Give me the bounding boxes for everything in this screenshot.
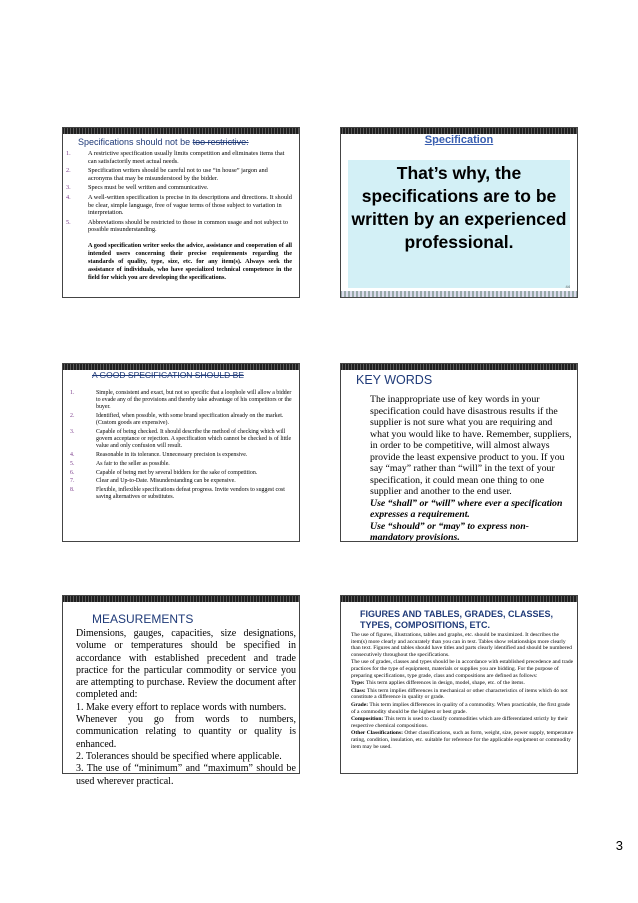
list-item xyxy=(66,150,292,165)
definition-label: Class: xyxy=(351,687,366,694)
slide-number: 44 xyxy=(565,284,570,289)
item-text: Reasonable in its tolerance. Unnecessary precision is expensive. xyxy=(96,452,248,459)
item-text: Simple, consistent and exact, but not so specific that a loophole will allow a bidder to evade any of the provisions and thereby take advantage of his competitors or the buyer. xyxy=(96,390,292,411)
definition-label: Composition: xyxy=(351,716,384,723)
slide-specification xyxy=(340,127,578,298)
slide-figures-tables xyxy=(340,595,578,774)
slide-title: A GOOD SPECIFICATION SHOULD BE xyxy=(92,370,244,380)
item-text: Identified, when possible, with some brand specification already on the market. (Custom goods are expensive). xyxy=(96,413,284,427)
slide-title xyxy=(78,137,249,147)
definition-paragraph xyxy=(344,659,574,679)
emphasis-should-may: Use “should” or “may” to express non-mandatory provisions. xyxy=(370,520,529,543)
slide-header-bar xyxy=(62,595,300,602)
slide-footer-stripe xyxy=(340,291,578,298)
item-text: A well-written specification is precise in its descriptions and directions. It should be clear, simple language, free of vague terms of those subject to variation in interpretation. xyxy=(88,193,292,217)
emphasis-shall-will: Use “shall” or “will” where ever a specification expresses a requirement. xyxy=(370,497,563,520)
measurements-paragraph: 2. Tolerances should be specified where applicable. xyxy=(76,750,282,762)
slide-header-bar xyxy=(62,127,300,134)
slide-body xyxy=(344,632,574,751)
measurements-paragraph: Whenever you go from words to numbers, communication relating to quantity or quality is enhanced. xyxy=(76,714,296,750)
item-number: 1. xyxy=(70,390,75,396)
definition-text: This term applies differences in design, model, shape, etc. of the items. xyxy=(364,680,525,687)
item-text: A restrictive specification usually limits competition and eliminates items that can satisfactorily meet actual needs. xyxy=(88,150,285,165)
item-number: 8. xyxy=(70,486,75,493)
slide-header-bar xyxy=(340,595,578,602)
item-text: Clear and Up-to-Date. Misunderstanding can be expensive. xyxy=(96,478,236,485)
highlight-text: That’s why, the specifications are to be written by an experienced professional. xyxy=(351,163,567,252)
list-item xyxy=(66,194,292,217)
page-number: 3 xyxy=(615,838,623,853)
measurements-paragraph: Dimensions, gauges, capacities, size designations, volume or temperatures should be specified in accordance with established precedent and trade practice for the particular commodity or service you are attempting to purchase. Review the document after completed and: xyxy=(76,628,296,701)
slide-title: FIGURES AND TABLES, GRADES, CLASSES, TYPES, COMPOSITIONS, ETC. xyxy=(360,609,554,630)
item-number: 1. xyxy=(66,150,71,157)
definition-text: The use of figures, illustrations, tables and graphs, etc. should be maximized. It describes the item(s) more clearly and accurately than you can in text. Tables show relationships more clearly than text. Figures and tables should have titles and parts clearly identified and should be numbered consecutively throughout the specifications. xyxy=(351,632,572,658)
slide-header-bar xyxy=(340,363,578,370)
list-item xyxy=(66,167,292,182)
definition-paragraph xyxy=(344,680,574,687)
definition-paragraph xyxy=(344,688,574,701)
definition-paragraph xyxy=(344,716,574,729)
item-number: 4. xyxy=(66,193,71,201)
item-number: 2. xyxy=(70,413,75,420)
list-item xyxy=(70,452,292,459)
definition-paragraph xyxy=(344,730,574,750)
list-item xyxy=(70,478,292,485)
list-item xyxy=(70,429,292,451)
advice-paragraph: A good specification writer seeks the advice, assistance and cooperation of all intended users concerning their precise requirements regarding the standards of quality, type, size, etc. for any item(s). Always seek the assistance of individuals, who have specialized technical competence in the field for which you are developing the specifications. xyxy=(88,242,292,281)
slide-measurements xyxy=(62,595,300,787)
item-number: 3. xyxy=(66,184,71,192)
slide-title: Specification xyxy=(424,134,494,146)
item-number: 6. xyxy=(70,469,75,476)
list-item xyxy=(66,219,292,234)
definition-text: This term implies differences in quality of a commodity. When practicable, the first grade of a commodity should be the highest or best grade. xyxy=(351,701,570,715)
definition-text: The use of grades, classes and types should be in accordance with established precedence and trade practices for the type of equipment, materials or supplies you are bidding. For the purpose of preparing specifications, type grade, class and compositions are defined as follows: xyxy=(351,659,574,679)
highlight-box xyxy=(348,160,570,288)
slide-header-bar xyxy=(62,363,300,370)
slide-title: KEY WORDS xyxy=(356,373,433,387)
definition-paragraph xyxy=(344,702,574,715)
title-struck-text: too restrictive: xyxy=(192,137,249,147)
item-text: Flexible, inflexible specifications defeat progress. Invite vendors to suggest cost saving alternatives or substitutes. xyxy=(96,486,285,501)
list-item xyxy=(70,470,292,477)
restrictive-list xyxy=(66,150,292,236)
measurements-paragraph: 3. The use of “minimum” and “maximum” should be used wherever practical. xyxy=(76,763,296,787)
slide-good-specification xyxy=(62,363,300,542)
slide-header-bar xyxy=(340,127,578,134)
list-item xyxy=(70,487,292,501)
item-number: 7. xyxy=(70,478,75,485)
item-text: Specs must be well written and communicative. xyxy=(88,184,209,192)
list-item xyxy=(70,390,292,412)
definition-label: Type: xyxy=(351,680,365,687)
item-text: Capable of being met by several bidders for the sake of competition. xyxy=(96,469,258,476)
definition-text: This term implies differences in mechanical or other characteristics of items which do not constitute a difference in quality or grade. xyxy=(351,687,568,701)
item-number: 3. xyxy=(70,429,75,436)
slide-body xyxy=(362,394,572,544)
good-spec-list xyxy=(70,390,292,503)
measurements-paragraph: 1. Make every effort to replace words with numbers. xyxy=(76,701,287,713)
slide-key-words xyxy=(340,363,578,542)
item-text: As fair to the seller as possible. xyxy=(96,460,170,467)
definition-paragraph xyxy=(344,632,574,658)
item-number: 5. xyxy=(70,460,75,467)
list-item xyxy=(66,184,292,192)
item-text: Specification writers should be careful not to use “in house” jargon and acronyms that may be misunderstood by the bidder. xyxy=(88,167,268,182)
definition-label: Other Classifications: xyxy=(351,730,403,737)
item-number: 5. xyxy=(66,218,71,226)
slide-title: MEASUREMENTS xyxy=(92,612,194,626)
definition-label: Grade: xyxy=(351,701,369,708)
slide-body xyxy=(68,628,296,788)
item-text: Abbreviations should be restricted to those in common usage and not subject to possible misunderstanding. xyxy=(88,218,289,234)
title-text: Specifications should not be xyxy=(78,137,193,147)
list-item xyxy=(70,413,292,427)
key-words-paragraph: The inappropriate use of key words in your specification could have disastrous results if the supplier is not sure what you are requiring and what you would like to have. Remember, suppliers, in order to be competitive, will almost always provide the least expensive product to you. If you say “may” rather than “will” in the text of your specification, it could mean one thing to one supplier and another to the end user. xyxy=(370,394,572,497)
list-item xyxy=(70,461,292,468)
slide-restrictive-specs xyxy=(62,127,300,298)
item-number: 4. xyxy=(70,452,75,459)
definition-text: This term is used to classify commodities which are differentiated strictly by their respective chemical compositions. xyxy=(351,716,568,729)
definition-text: Other classifications, such as form, weight, size, power supply, temperature rating, condition, insulation, etc. suitable for reference for the applicable equipment or commodity item may be used. xyxy=(351,730,574,750)
item-text: Capable of being checked. It should describe the method of checking which will govern acceptance or rejection. A specification which cannot be checked is of little value and only confusion will result. xyxy=(96,429,292,450)
item-number: 2. xyxy=(66,167,71,175)
